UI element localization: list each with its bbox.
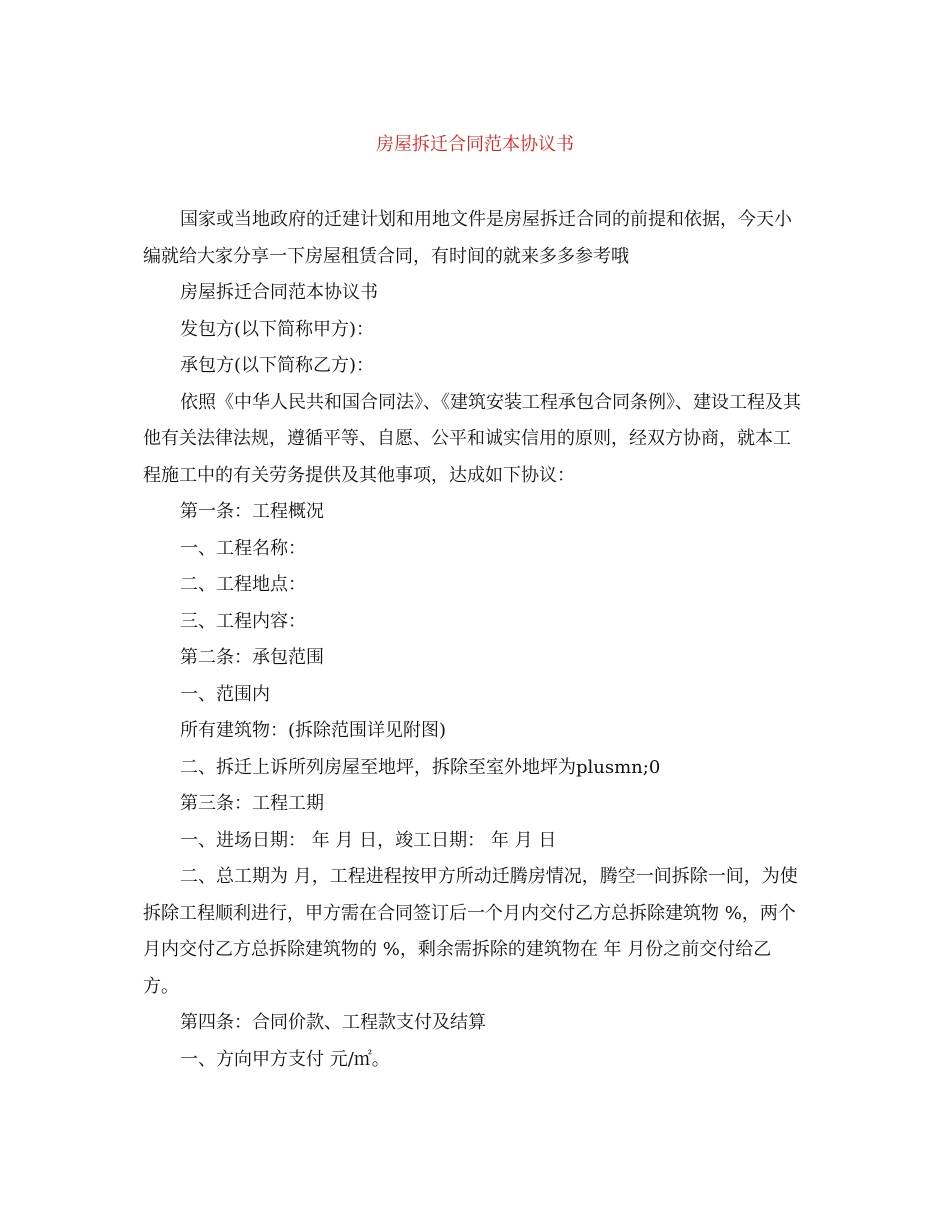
scope-buildings: 所有建筑物：(拆除范围详见附图) bbox=[180, 720, 447, 741]
document-title: 房屋拆迁合同范本协议书 bbox=[376, 134, 574, 155]
document-body bbox=[143, 202, 803, 1078]
scope-inside: 一、范围内 bbox=[180, 683, 270, 705]
article-4-heading: 第四条：合同价款、工程款支付及结算 bbox=[180, 1012, 486, 1033]
project-content: 三、工程内容： bbox=[180, 610, 306, 632]
payment-rate: 一、方向甲方支付 元/㎡。 bbox=[180, 1048, 390, 1070]
schedule-dates: 一、进场日期： 年 月 日，竣工日期： 年 月 日 bbox=[180, 829, 557, 851]
scope-demolition: 二、拆迁上诉所列房屋至地坪，拆除至室外地坪为plusmn;0 bbox=[180, 756, 661, 778]
paragraph-party-a: 发包方(以下简称甲方)： bbox=[180, 318, 375, 340]
paragraph-intro: 国家或当地政府的迁建计划和用地文件是房屋拆迁合同的前提和依据，今天小编就给大家分享一下房屋租赁合同，有时间的就来多多参考哦 bbox=[143, 209, 792, 267]
article-2-heading: 第二条：承包范围 bbox=[180, 647, 324, 668]
paragraph-basis: 依照《中华人民共和国合同法》、《建筑安装工程承包合同条例》、建设工程及其他有关法律法规，遵循平等、自愿、公平和诚实信用的原则，经双方协商，就本工程施工中的有关劳务提供及其他事项，达成如下协议： bbox=[143, 391, 801, 486]
article-1-heading: 第一条：工程概况 bbox=[180, 501, 324, 522]
paragraph-heading: 房屋拆迁合同范本协议书 bbox=[180, 282, 378, 303]
project-location: 二、工程地点： bbox=[180, 574, 306, 595]
paragraph-party-b: 承包方(以下简称乙方)： bbox=[180, 355, 375, 376]
article-3-heading: 第三条：工程工期 bbox=[180, 793, 324, 814]
schedule-duration: 二、总工期为 月，工程进程按甲方所动迁腾房情况，腾空一间拆除一间，为使拆除工程顺利进行，甲方需在合同签订后一个月内交付乙方总拆除建筑物 %，两个月内交付乙方总拆除建筑物的 %，剩余需拆除的建筑物在 年 月份之前交付给乙方。 bbox=[143, 866, 798, 997]
project-name: 一、工程名称： bbox=[180, 537, 306, 559]
